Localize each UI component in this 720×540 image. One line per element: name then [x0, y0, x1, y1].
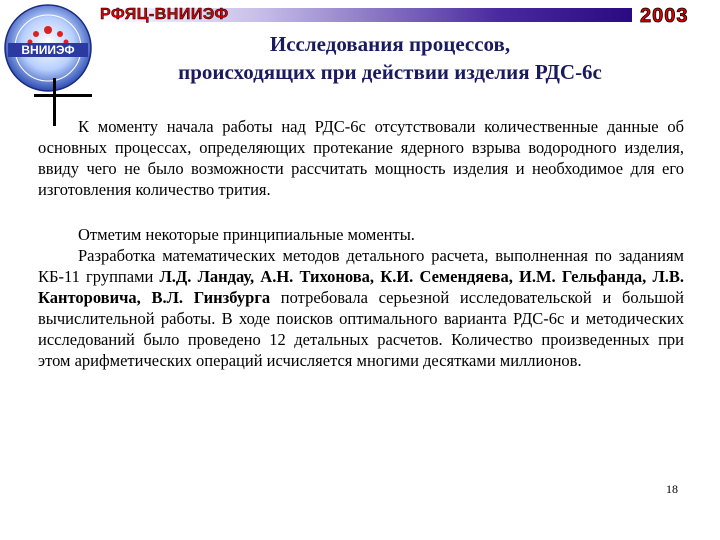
paragraph-2: Отметим некоторые принципиальные моменты. — [78, 225, 415, 244]
crosshair-horizontal-line — [34, 94, 92, 97]
paragraph-3-start: Разработка математических методов детального расчета, выполненная по заданиям КБ-11 группами — [38, 246, 684, 286]
paragraph-3 — [38, 245, 684, 371]
body-text — [38, 116, 684, 371]
paragraph-1: К моменту начала работы над РДС-6с отсутствовали количественные данные об основных процессах, определяющих протекание ядерного взрыва водородного изделия, ввиду чего не было возможности рассчитать мощность изделия и необходимое для его изготовления количество трития. — [38, 117, 684, 199]
slide-title — [120, 30, 660, 86]
vniief-logo — [2, 2, 94, 94]
page-number: 18 — [666, 482, 678, 496]
org-name: РФЯЦ-ВНИИЭФ — [100, 6, 229, 23]
title-line-2: происходящих при действии изделия РДС-6с — [178, 60, 602, 84]
year-label: 2003 — [640, 5, 689, 27]
paragraph-3-end: потребовала серьезной исследовательской и большой вычислительной работы. В ходе поисков оптимального варианта РДС-6с и методических исследований было проведено 12 детальных расчетов. Количество произведенных при этом арифметических операций исчисляется многими десятками миллионов. — [38, 288, 685, 370]
logo-text: ВНИИЭФ — [21, 43, 75, 57]
paragraph-3-names: Л.Д. Ландау, А.Н. Тихонова, К.И. Семендяева, И.М. Гельфанда, Л.В. Канторовича, В.Л. Гинзбурга — [38, 267, 685, 307]
title-line-1: Исследования процессов, — [269, 32, 511, 56]
